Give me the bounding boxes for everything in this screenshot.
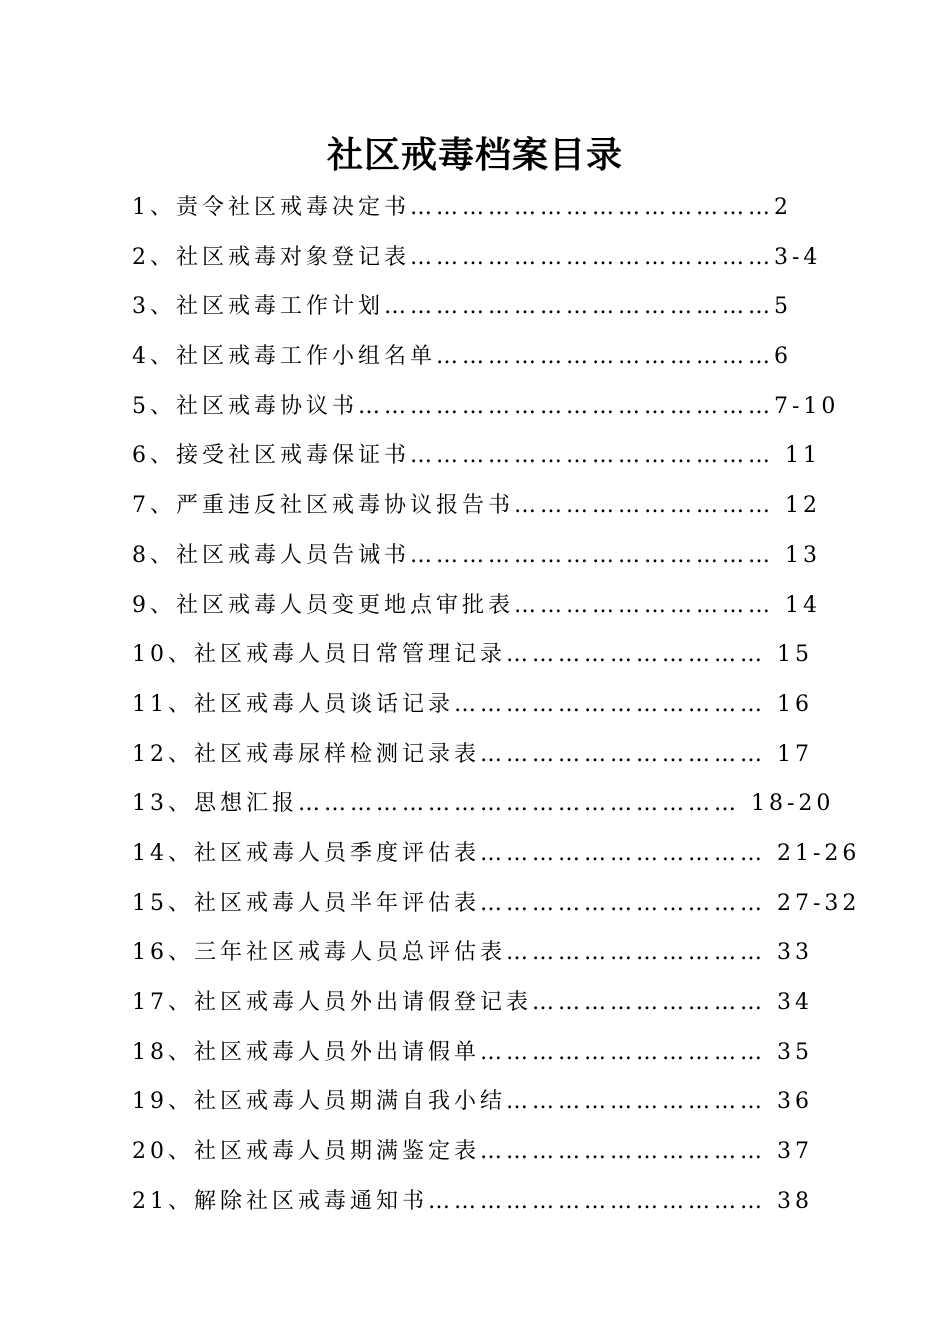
toc-entry: 14、社区戒毒人员季度评估表…………………………… 21-26 <box>132 840 861 866</box>
toc-entry: 16、三年社区戒毒人员总评估表………………………… 33 <box>132 940 813 966</box>
toc-entry: 10、社区戒毒人员日常管理记录………………………… 15 <box>132 642 813 668</box>
toc-entry: 18、社区戒毒人员外出请假单…………………………… 35 <box>132 1039 813 1065</box>
toc-entry: 5、社区戒毒协议书…………………………………………7-10 <box>132 393 840 419</box>
toc-entry: 6、接受社区戒毒保证书…………………………………… 11 <box>132 443 821 469</box>
toc-entry: 20、社区戒毒人员期满鉴定表…………………………… 37 <box>132 1139 813 1165</box>
toc-entry: 9、社区戒毒人员变更地点审批表………………………… 14 <box>132 592 821 618</box>
toc-entry: 3、社区戒毒工作计划………………………………………5 <box>132 294 792 320</box>
toc-entry: 7、严重违反社区戒毒协议报告书………………………… 12 <box>132 493 821 519</box>
table-of-contents <box>132 183 861 1226</box>
toc-entry: 19、社区戒毒人员期满自我小结………………………… 36 <box>132 1089 813 1115</box>
toc-entry: 13、思想汇报…………………………………………… 18-20 <box>132 791 835 817</box>
toc-entry: 11、社区戒毒人员谈话记录……………………………… 16 <box>132 691 813 717</box>
toc-entry: 8、社区戒毒人员告诫书…………………………………… 13 <box>132 542 821 568</box>
toc-entry: 4、社区戒毒工作小组名单…………………………………6 <box>132 344 792 370</box>
toc-entry: 17、社区戒毒人员外出请假登记表……………………… 34 <box>132 990 813 1015</box>
toc-entry: 2、社区戒毒对象登记表……………………………………3-4 <box>132 244 822 270</box>
toc-entry: 21、解除社区戒毒通知书………………………………… 38 <box>132 1188 813 1214</box>
toc-entry: 12、社区戒毒尿样检测记录表…………………………… 17 <box>132 741 813 767</box>
page-title: 社区戒毒档案目录 <box>326 135 623 176</box>
toc-entry: 15、社区戒毒人员半年评估表…………………………… 27-32 <box>132 890 861 916</box>
toc-entry: 1、责令社区戒毒决定书……………………………………2 <box>132 195 792 220</box>
